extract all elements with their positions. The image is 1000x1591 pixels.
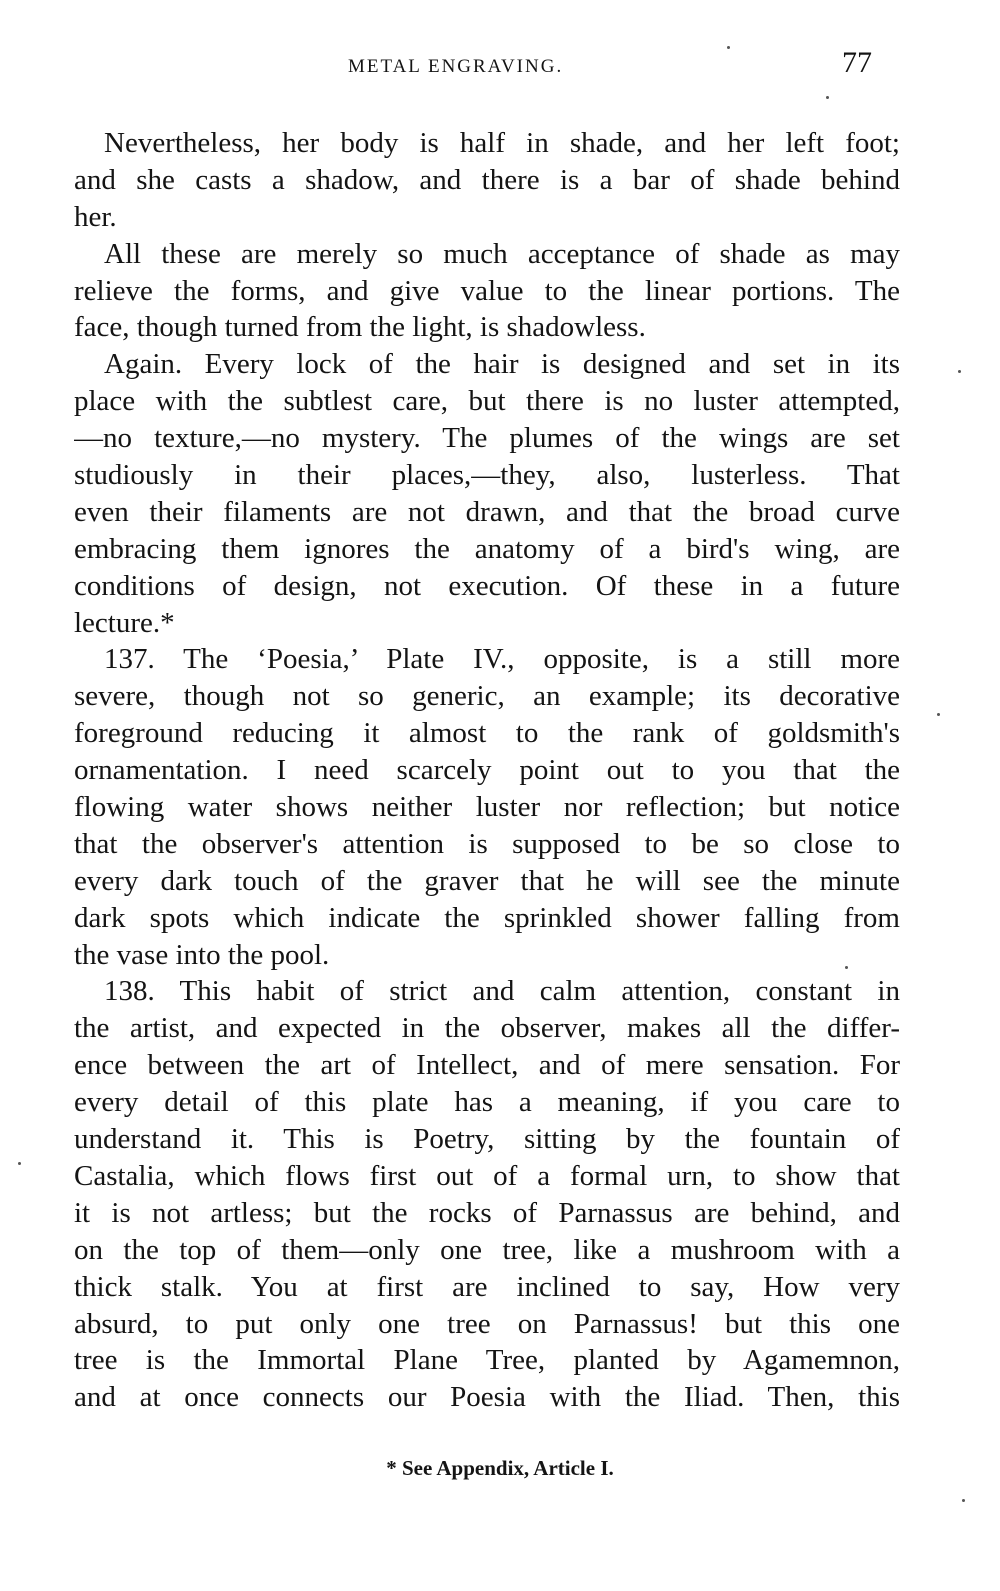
text-line: severe, though not so generic, an example; its decorative <box>74 680 900 713</box>
text-line: Nevertheless, her body is half in shade, and her left foot; <box>104 127 900 159</box>
paper-speck <box>962 1499 965 1502</box>
text-line: conditions of design, not execution. Of these in a future <box>74 569 900 602</box>
paper-speck <box>845 966 848 969</box>
text-line: the vase into the pool. <box>74 938 330 971</box>
text-line: All these are merely so much acceptance of shade as may <box>104 237 900 270</box>
text-line: and she casts a shadow, and there is a bar of shade behind <box>74 163 900 196</box>
text-line: dark spots which indicate the sprinkled shower falling from <box>74 901 900 934</box>
paper-speck <box>958 370 961 373</box>
text-line: every dark touch of the graver that he will see the minute <box>74 864 900 897</box>
paper-speck <box>18 1162 21 1165</box>
page-number: 77 <box>842 46 872 79</box>
text-line: studiously in their places,—they, also, lusterless. That <box>74 459 900 492</box>
text-line: that the observer's attention is supposed to be so close to <box>74 827 900 860</box>
text-line: lecture.* <box>74 606 175 639</box>
text-line: and at once connects our Poesia with the Iliad. Then, this <box>74 1381 900 1414</box>
text-line: foreground reducing it almost to the rank of goldsmith's <box>74 717 900 750</box>
text-line: —no texture,—no mystery. The plumes of the wings are set <box>74 422 900 455</box>
body-text <box>74 125 900 1416</box>
text-line: thick stalk. You at first are inclined to say, How very <box>74 1270 900 1303</box>
footnote: * See Appendix, Article I. <box>386 1456 614 1480</box>
paper-speck <box>826 96 829 99</box>
text-line: ornamentation. I need scarcely point out to you that the <box>74 754 900 787</box>
text-line: place with the subtlest care, but there is no luster attempted, <box>74 385 900 418</box>
text-line: understand it. This is Poetry, sitting by the fountain of <box>74 1123 900 1156</box>
text-line: ence between the art of Intellect, and of mere sensation. For <box>74 1049 900 1082</box>
paper-speck <box>727 46 730 49</box>
text-line: Castalia, which flows first out of a formal urn, to show that <box>74 1159 900 1192</box>
text-line: absurd, to put only one tree on Parnassus! but this one <box>74 1307 900 1340</box>
text-line: it is not artless; but the rocks of Parnassus are behind, and <box>74 1196 900 1229</box>
text-line: tree is the Immortal Plane Tree, planted by Agamemnon, <box>74 1344 900 1377</box>
text-line: the artist, and expected in the observer, makes all the differ- <box>74 1012 900 1045</box>
text-line: every detail of this plate has a meaning, if you care to <box>74 1086 900 1119</box>
text-line: relieve the forms, and give value to the linear portions. The <box>74 274 900 307</box>
text-line: 137. The ‘Poesia,’ Plate IV., opposite, is a still more <box>104 643 900 676</box>
text-line: Again. Every lock of the hair is designed and set in its <box>104 348 900 381</box>
text-line: on the top of them—only one tree, like a mushroom with a <box>74 1233 900 1266</box>
text-line: 138. This habit of strict and calm attention, constant in <box>104 975 900 1008</box>
paper-speck <box>937 713 940 716</box>
running-head: METAL ENGRAVING. <box>348 56 564 77</box>
text-line: flowing water shows neither luster nor reflection; but notice <box>74 791 900 824</box>
text-line: embracing them ignores the anatomy of a bird's wing, are <box>74 532 900 565</box>
text-line: even their filaments are not drawn, and that the broad curve <box>74 495 900 528</box>
text-line: her. <box>74 200 117 233</box>
text-line: face, though turned from the light, is shadowless. <box>74 311 646 344</box>
